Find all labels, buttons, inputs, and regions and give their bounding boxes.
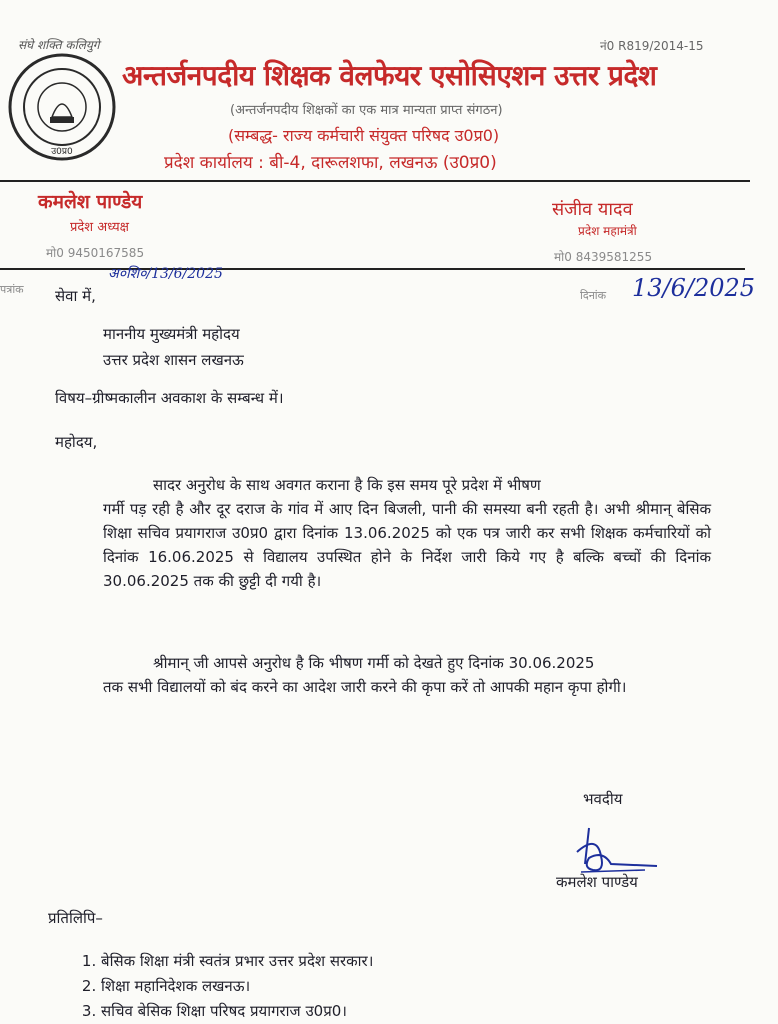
handwritten-date: 13/6/2025 xyxy=(632,274,756,302)
organization-tagline: (अन्तर्जनपदीय शिक्षकों का एक मात्र मान्यता प्राप्त संगठन) xyxy=(230,103,503,118)
secretary-phone: मो0 8439581255 xyxy=(554,250,653,264)
organization-affiliation: (सम्बद्ध- राज्य कर्मचारी संयुक्त परिषद उ0प्र0) xyxy=(228,126,500,145)
closing: भवदीय xyxy=(583,790,623,808)
president-role: प्रदेश अध्यक्ष xyxy=(70,220,129,235)
salutation: सेवा में, xyxy=(55,287,96,305)
office-address: प्रदेश कार्यालय : बी-4, दारूलशफा, लखनऊ (उ0प्र0) xyxy=(164,153,497,173)
reference-label: पत्रांक xyxy=(0,283,24,296)
letter-subject: विषय–ग्रीष्मकालीन अवकाश के सम्बन्ध में। xyxy=(55,389,284,407)
recipient-line-2: उत्तर प्रदेश शासन लखनऊ xyxy=(103,351,244,369)
header-divider xyxy=(0,180,750,182)
signatory-name: कमलेश पाण्डेय xyxy=(556,873,638,891)
logo-text: उ0प्र0 xyxy=(51,147,73,157)
secretary-role: प्रदेश महामंत्री xyxy=(578,224,637,238)
copies-list xyxy=(75,949,373,1024)
paragraph-1 xyxy=(103,473,711,593)
recipient-line-1: माननीय मुख्यमंत्री महोदय xyxy=(103,325,240,343)
president-name: कमलेश पाण्डेय xyxy=(38,191,143,213)
list-item: 2. शिक्षा महानिदेशक लखनऊ। xyxy=(101,974,373,999)
copies-label: प्रतिलिपि– xyxy=(48,909,103,927)
president-phone: मो0 9450167585 xyxy=(46,246,145,260)
paragraph-1-first-line: सादर अनुरोध के साथ अवगत कराना है कि इस समय पूरे प्रदेश में भीषण xyxy=(153,476,541,494)
registration-number: नं0 R819/2014-15 xyxy=(600,39,704,53)
paragraph-2-first-line: श्रीमान् जी आपसे अनुरोध है कि भीषण गर्मी को देखते हुए दिनांक 30.06.2025 xyxy=(153,654,595,672)
paragraph-2-text: तक सभी विद्यालयों को बंद करने का आदेश जारी करने की कृपा करें तो आपकी महान कृपा होगी। xyxy=(103,678,627,696)
greeting: महोदय, xyxy=(55,433,98,451)
organization-logo-icon xyxy=(6,53,118,161)
paragraph-1-text: गर्मी पड़ रही है और दूर दराज के गांव में आए दिन बिजली, पानी की समस्या बनी रहती है। अभी श्रीमान् बेसिक शिक्षा सचिव प्रयागराज उ0प्र0 द्वारा दिनांक 13.06.2025 को एक पत्र जारी कर सभी शिक्षक कर्मचारियों को दिनांक 16.06.2025 से विद्यालय उपस्थित होने के निर्देश जारी किये गए है बल्कि बच्चों की दिनांक 30.06.2025 तक की छुट्टी दी गयी है। xyxy=(103,500,711,590)
date-label: दिनांक xyxy=(580,289,607,302)
organization-name: अन्तर्जनपदीय शिक्षक वेलफेयर एसोसिएशन उत्तर प्रदेश xyxy=(122,59,657,92)
org-motto: संघे शक्ति कलियुगे xyxy=(18,38,100,52)
paragraph-2 xyxy=(103,651,711,699)
list-item: 1. बेसिक शिक्षा मंत्री स्वतंत्र प्रभार उत्तर प्रदेश सरकार। xyxy=(101,949,373,974)
list-item: 3. सचिव बेसिक शिक्षा परिषद प्रयागराज उ0प्र0। xyxy=(101,999,373,1024)
secretary-name: संजीव यादव xyxy=(552,199,633,220)
handwritten-reference: अ०शि०/13/6/2025 xyxy=(108,266,223,282)
